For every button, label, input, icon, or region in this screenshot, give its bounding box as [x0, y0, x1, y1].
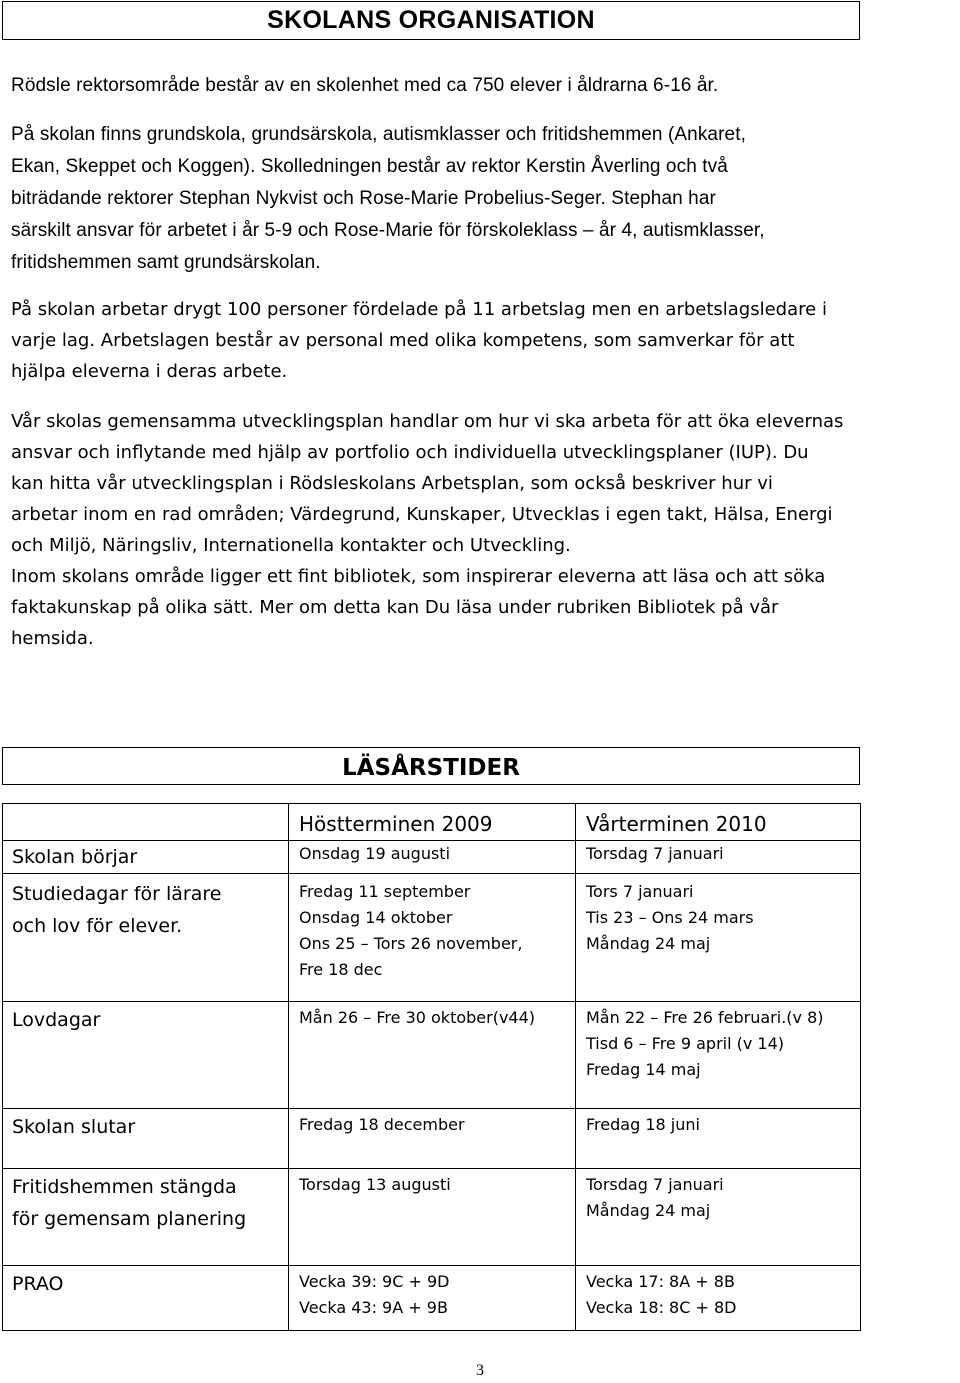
autumn-cell	[289, 1266, 576, 1331]
row-label	[3, 841, 289, 874]
row-label-line: för gemensam planering	[12, 1208, 247, 1230]
text-line: biträdande rektorer Stephan Nykvist och Rose-Marie Probelius-Seger. Stephan har	[11, 188, 716, 209]
autumn-cell	[289, 1109, 576, 1169]
table-row	[3, 1002, 861, 1109]
row-label	[3, 874, 289, 1002]
text-line: kan hitta vår utvecklingsplan i Rödsleskolans Arbetsplan, som också beskriver hur vi	[11, 473, 773, 494]
row-label-line: Fritidshemmen stängda	[12, 1176, 237, 1198]
spring-cell	[576, 841, 861, 874]
table-row	[3, 841, 861, 874]
text-line: På skolan finns grundskola, grundsärskola, autismklasser och fritidshemmen (Ankaret,	[11, 124, 746, 145]
row-label	[3, 1109, 289, 1169]
autumn-cell	[289, 1002, 576, 1109]
cell-line: Onsdag 14 oktober	[299, 908, 453, 927]
cell-line: Mån 26 – Fre 30 oktober(v44)	[299, 1008, 536, 1027]
text-line: hjälpa eleverna i deras arbete.	[11, 361, 288, 382]
intro-paragraph: Rödsle rektorsområde består av en skolenhet med ca 750 elever i åldrarna 6-16 år.	[11, 75, 719, 96]
cell-line: Fre 18 dec	[299, 960, 383, 979]
cell-line: Fredag 14 maj	[586, 1060, 701, 1079]
cell-line: Vecka 39: 9C + 9D	[299, 1272, 450, 1291]
text-line: arbetar inom en rad områden; Värdegrund, Kunskaper, Utvecklas i egen takt, Hälsa, Energi	[11, 504, 833, 525]
cell-line: Tis 23 – Ons 24 mars	[586, 908, 754, 927]
row-label-line: Skolan slutar	[12, 1116, 136, 1138]
cell-line: Torsdag 7 januari	[586, 844, 724, 863]
schedule-table	[2, 803, 861, 1331]
spring-cell	[576, 874, 861, 1002]
cell-line: Tors 7 januari	[586, 882, 694, 901]
schedule-header-row	[3, 804, 861, 841]
text-line: fritidshemmen samt grundsärskolan.	[11, 252, 321, 273]
row-label	[3, 1266, 289, 1331]
autumn-cell	[289, 874, 576, 1002]
row-label-line: Lovdagar	[12, 1009, 101, 1031]
text-line: särskilt ansvar för arbetet i år 5-9 och Rose-Marie för förskoleklass – år 4, autismklasser,	[11, 220, 765, 241]
cell-line: Måndag 24 maj	[586, 1201, 711, 1220]
text-line: Vår skolas gemensamma utvecklingsplan handlar om hur vi ska arbeta för att öka elevernas	[11, 411, 844, 432]
spring-cell	[576, 1169, 861, 1266]
cell-line: Onsdag 19 augusti	[299, 844, 451, 863]
text-line: Inom skolans område ligger ett fint bibliotek, som inspirerar eleverna att läsa och att söka	[11, 566, 826, 587]
cell-line: Vecka 43: 9A + 9B	[299, 1298, 448, 1317]
header-empty-cell	[3, 804, 289, 841]
row-label-line: PRAO	[12, 1273, 64, 1295]
table-row	[3, 1266, 861, 1331]
cell-line: Tisd 6 – Fre 9 april (v 14)	[586, 1034, 785, 1053]
staff-paragraph	[11, 294, 956, 387]
spring-cell	[576, 1266, 861, 1331]
text-line: varje lag. Arbetslagen består av personal med olika kompetens, som samverkar för att	[11, 330, 795, 351]
cell-line: Mån 22 – Fre 26 februari.(v 8)	[586, 1008, 824, 1027]
cell-line: Fredag 18 december	[299, 1115, 465, 1134]
cell-line: Ons 25 – Tors 26 november,	[299, 934, 523, 953]
autumn-cell	[289, 841, 576, 874]
text-line: hemsida.	[11, 628, 94, 649]
development-plan-paragraph	[11, 406, 956, 654]
page-number: 3	[476, 1362, 484, 1379]
cell-line: Vecka 17: 8A + 8B	[586, 1272, 735, 1291]
cell-line: Fredag 18 juni	[586, 1115, 700, 1134]
cell-line: Torsdag 7 januari	[586, 1175, 724, 1194]
column-header-spring: Vårterminen 2010	[576, 804, 861, 841]
text-line: Ekan, Skeppet och Koggen). Skolledningen består av rektor Kerstin Åverling och två	[11, 156, 728, 177]
row-label	[3, 1169, 289, 1266]
row-label-line: Skolan börjar	[12, 846, 138, 868]
row-label	[3, 1002, 289, 1109]
organisation-paragraph	[11, 119, 956, 279]
text-line: faktakunskap på olika sätt. Mer om detta kan Du läsa under rubriken Bibliotek på vår	[11, 597, 779, 618]
table-row	[3, 1169, 861, 1266]
text-line: ansvar och inflytande med hjälp av portfolio och individuella utvecklingsplaner (IUP). Du	[11, 442, 809, 463]
table-row	[3, 1109, 861, 1169]
cell-line: Vecka 18: 8C + 8D	[586, 1298, 737, 1317]
section-title: SKOLANS ORGANISATION	[2, 1, 860, 40]
column-header-autumn: Höstterminen 2009	[289, 804, 576, 841]
row-label-line: Studiedagar för lärare	[12, 883, 222, 905]
table-row	[3, 874, 861, 1002]
autumn-cell	[289, 1169, 576, 1266]
spring-cell	[576, 1109, 861, 1169]
text-line: och Miljö, Näringsliv, Internationella kontakter och Utveckling.	[11, 535, 571, 556]
schedule-title: LÄSÅRSTIDER	[2, 747, 860, 785]
cell-line: Måndag 24 maj	[586, 934, 711, 953]
text-line: På skolan arbetar drygt 100 personer fördelade på 11 arbetslag men en arbetslagsledare i	[11, 299, 827, 320]
row-label-line: och lov för elever.	[12, 915, 183, 937]
cell-line: Fredag 11 september	[299, 882, 471, 901]
cell-line: Torsdag 13 augusti	[299, 1175, 451, 1194]
spring-cell	[576, 1002, 861, 1109]
